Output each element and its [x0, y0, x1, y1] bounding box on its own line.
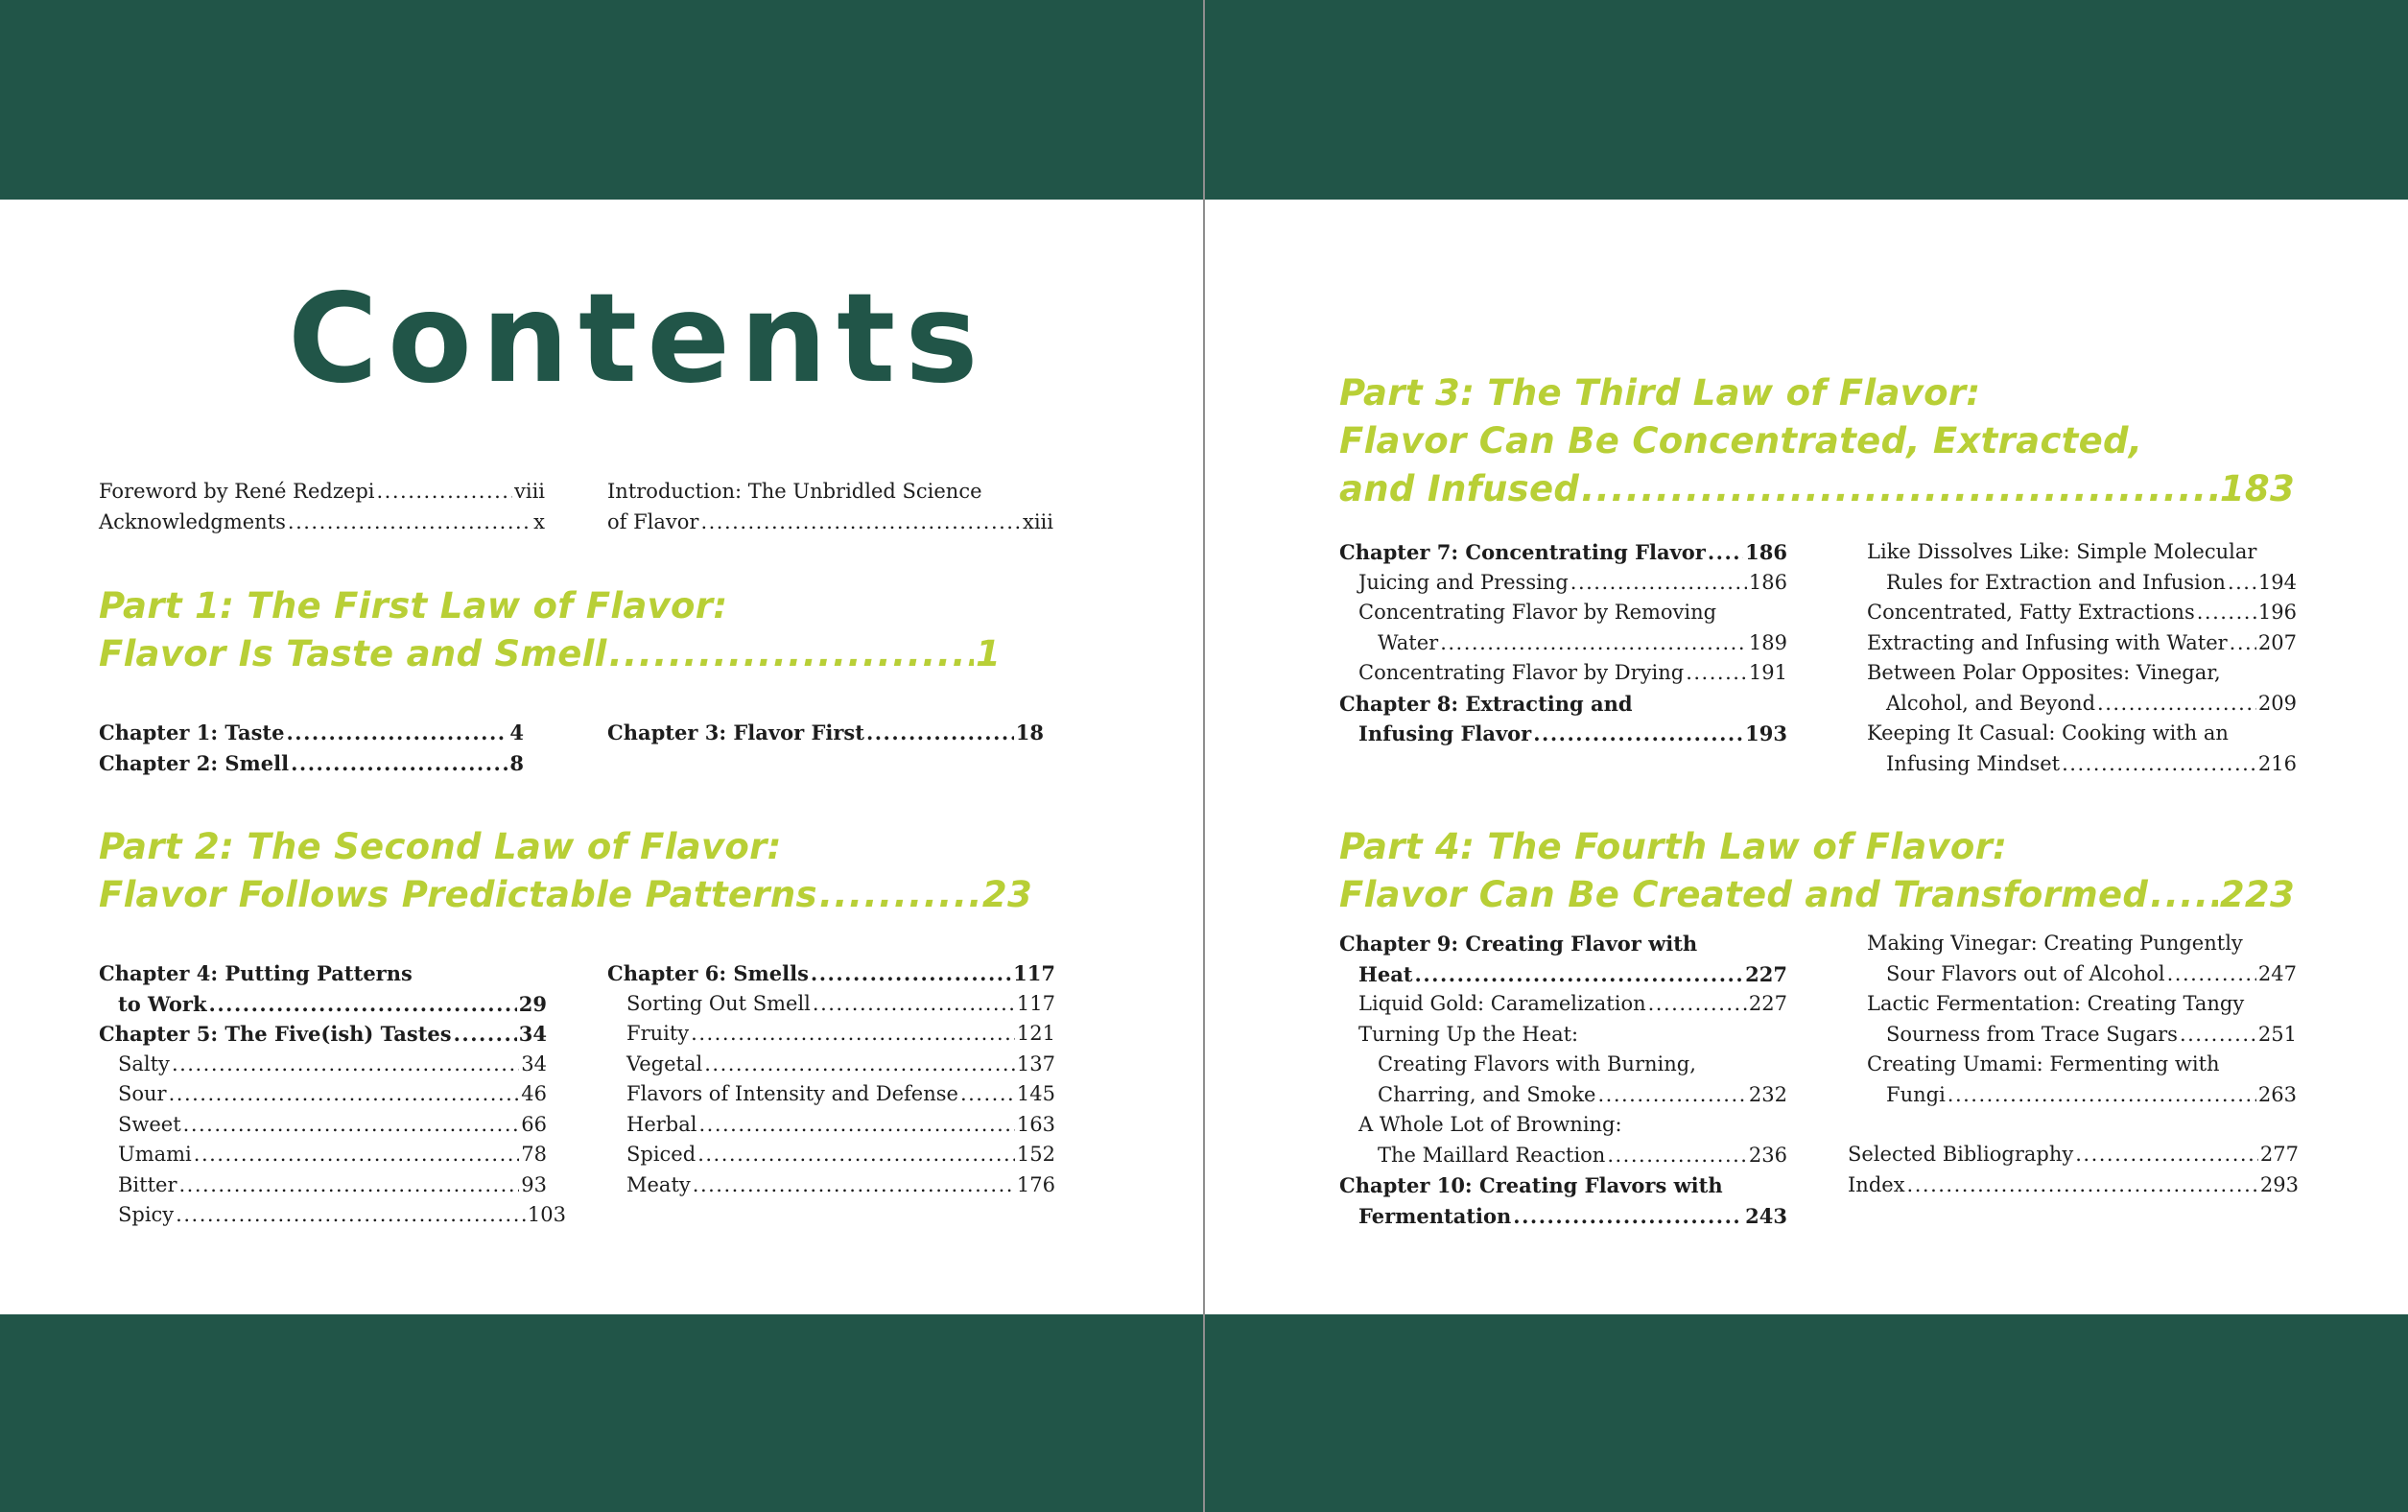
section-entry: Infusing Mindset ..... 216 [1867, 749, 2297, 780]
chapter-entry-line: Chapter 4: Putting Patterns [99, 961, 413, 985]
section-entry-line: A Whole Lot of Browning: [1358, 1113, 1622, 1136]
section-entry: Extracting and Infusing with Water ..... 207 [1867, 628, 2297, 659]
section-entry: Flavors of Intensity and Defense ..... 145 [607, 1079, 1055, 1110]
section-entry-line: Like Dissolves Like: Simple Molecular [1867, 540, 2257, 563]
section-entry-line: Making Vinegar: Creating Pungently [1867, 932, 2243, 955]
chapter-entry-line: Chapter 10: Creating Flavors with [1339, 1173, 1723, 1197]
toc-entry: of Flavor ..... xiii [607, 508, 1053, 538]
chapter-entry: Chapter 3: Flavor First ..... 18 [607, 718, 1044, 748]
section-entry-line: Between Polar Opposites: Vinegar, [1867, 661, 2221, 684]
toc-entry: Acknowledgments ..... x [99, 508, 545, 538]
part-4-heading: Part 4: The Fourth Law of Flavor: Flavor Can Be Created and Transformed ..... 223 [1339, 823, 2295, 919]
part-3-heading: Part 3: The Third Law of Flavor: Flavor Can Be Concentrated, Extracted, and Infused ..... 183 [1339, 369, 2295, 513]
chapter-entry: Chapter 5: The Five(ish) Tastes ..... 34 [99, 1019, 547, 1050]
chapter-entry: Chapter 1: Taste ..... 4 [99, 718, 524, 748]
part-4-col-1 [1339, 929, 1787, 1231]
section-entry: The Maillard Reaction ..... 236 [1339, 1141, 1787, 1171]
part-3-col-1 [1339, 537, 1787, 749]
chapter-entry: Chapter 6: Smells ..... 117 [607, 958, 1055, 989]
section-entry: Concentrated, Fatty Extractions ..... 196 [1867, 598, 2297, 628]
part-3-col-2 [1867, 537, 2297, 779]
back-matter [1848, 1140, 2299, 1200]
part-2-heading: Part 2: The Second Law of Flavor: Flavor Follows Predictable Patterns ..... 23 [99, 823, 1032, 919]
toc-entry: Selected Bibliography ..... 277 [1848, 1140, 2299, 1170]
part-2-col-1 [99, 958, 566, 1231]
toc-entry: Foreword by René Redzepi ..... viii [99, 477, 545, 508]
page-gutter [1203, 0, 1205, 1512]
section-entry: Meaty ..... 176 [607, 1170, 1055, 1201]
section-entry: Sorting Out Smell ..... 117 [607, 989, 1055, 1020]
section-entry: Juicing and Pressing ..... 186 [1339, 568, 1787, 599]
section-entry: Charring, and Smoke ..... 232 [1339, 1080, 1787, 1111]
section-entry-line: Turning Up the Heat: [1358, 1022, 1579, 1046]
part-1-col-1 [99, 718, 524, 778]
section-entry: Liquid Gold: Caramelization ..... 227 [1339, 989, 1787, 1020]
section-entry: Rules for Extraction and Infusion ..... 194 [1867, 568, 2297, 599]
chapter-entry-line: Chapter 9: Creating Flavor with [1339, 932, 1698, 956]
chapter-entry: Chapter 2: Smell ..... 8 [99, 748, 524, 779]
part-1-col-2 [607, 718, 1044, 748]
section-entry: Fruity ..... 121 [607, 1019, 1055, 1050]
section-entry: Concentrating Flavor by Drying ..... 191 [1339, 658, 1787, 689]
front-matter-left [99, 477, 545, 537]
section-entry: Water ..... 189 [1339, 628, 1787, 659]
chapter-entry: to Work ..... 29 [99, 989, 547, 1020]
section-entry: Alcohol, and Beyond ..... 209 [1867, 689, 2297, 720]
toc-entry-line: Introduction: The Unbridled Science [607, 480, 982, 503]
part-4-col-2 [1867, 929, 2297, 1110]
section-entry: Sweet ..... 66 [99, 1110, 547, 1141]
front-matter-right [607, 477, 1053, 537]
section-entry: Herbal ..... 163 [607, 1110, 1055, 1141]
chapter-entry: Fermentation ..... 243 [1339, 1201, 1787, 1232]
section-entry-line: Lactic Fermentation: Creating Tangy [1867, 992, 2245, 1015]
section-entry: Sourness from Trace Sugars ..... 251 [1867, 1020, 2297, 1051]
section-entry: Umami ..... 78 [99, 1140, 547, 1170]
section-entry: Spiced ..... 152 [607, 1140, 1055, 1170]
chapter-entry: Infusing Flavor ..... 193 [1339, 719, 1787, 749]
section-entry: Fungi ..... 263 [1867, 1080, 2297, 1111]
chapter-entry: Chapter 7: Concentrating Flavor ..... 186 [1339, 537, 1787, 568]
toc-entry: Index ..... 293 [1848, 1170, 2299, 1201]
page-title: Contents [288, 268, 988, 411]
section-entry: Sour Flavors out of Alcohol ..... 247 [1867, 959, 2297, 990]
chapter-entry: Heat ..... 227 [1339, 959, 1787, 990]
section-entry-line: Creating Flavors with Burning, [1378, 1052, 1696, 1075]
section-entry: Spicy ..... 103 [99, 1200, 566, 1231]
section-entry: Sour ..... 46 [99, 1079, 547, 1110]
section-entry-line: Concentrating Flavor by Removing [1358, 601, 1717, 624]
section-entry-line: Keeping It Casual: Cooking with an [1867, 721, 2229, 744]
section-entry-line: Creating Umami: Fermenting with [1867, 1052, 2220, 1075]
section-entry: Bitter ..... 93 [99, 1170, 547, 1201]
section-entry: Salty ..... 34 [99, 1050, 547, 1080]
chapter-entry-line: Chapter 8: Extracting and [1339, 691, 1633, 716]
part-2-col-2 [607, 958, 1055, 1200]
section-entry: Vegetal ..... 137 [607, 1050, 1055, 1080]
part-1-heading: Part 1: The First Law of Flavor: Flavor Is Taste and Smell ..... 1 [99, 582, 1001, 678]
